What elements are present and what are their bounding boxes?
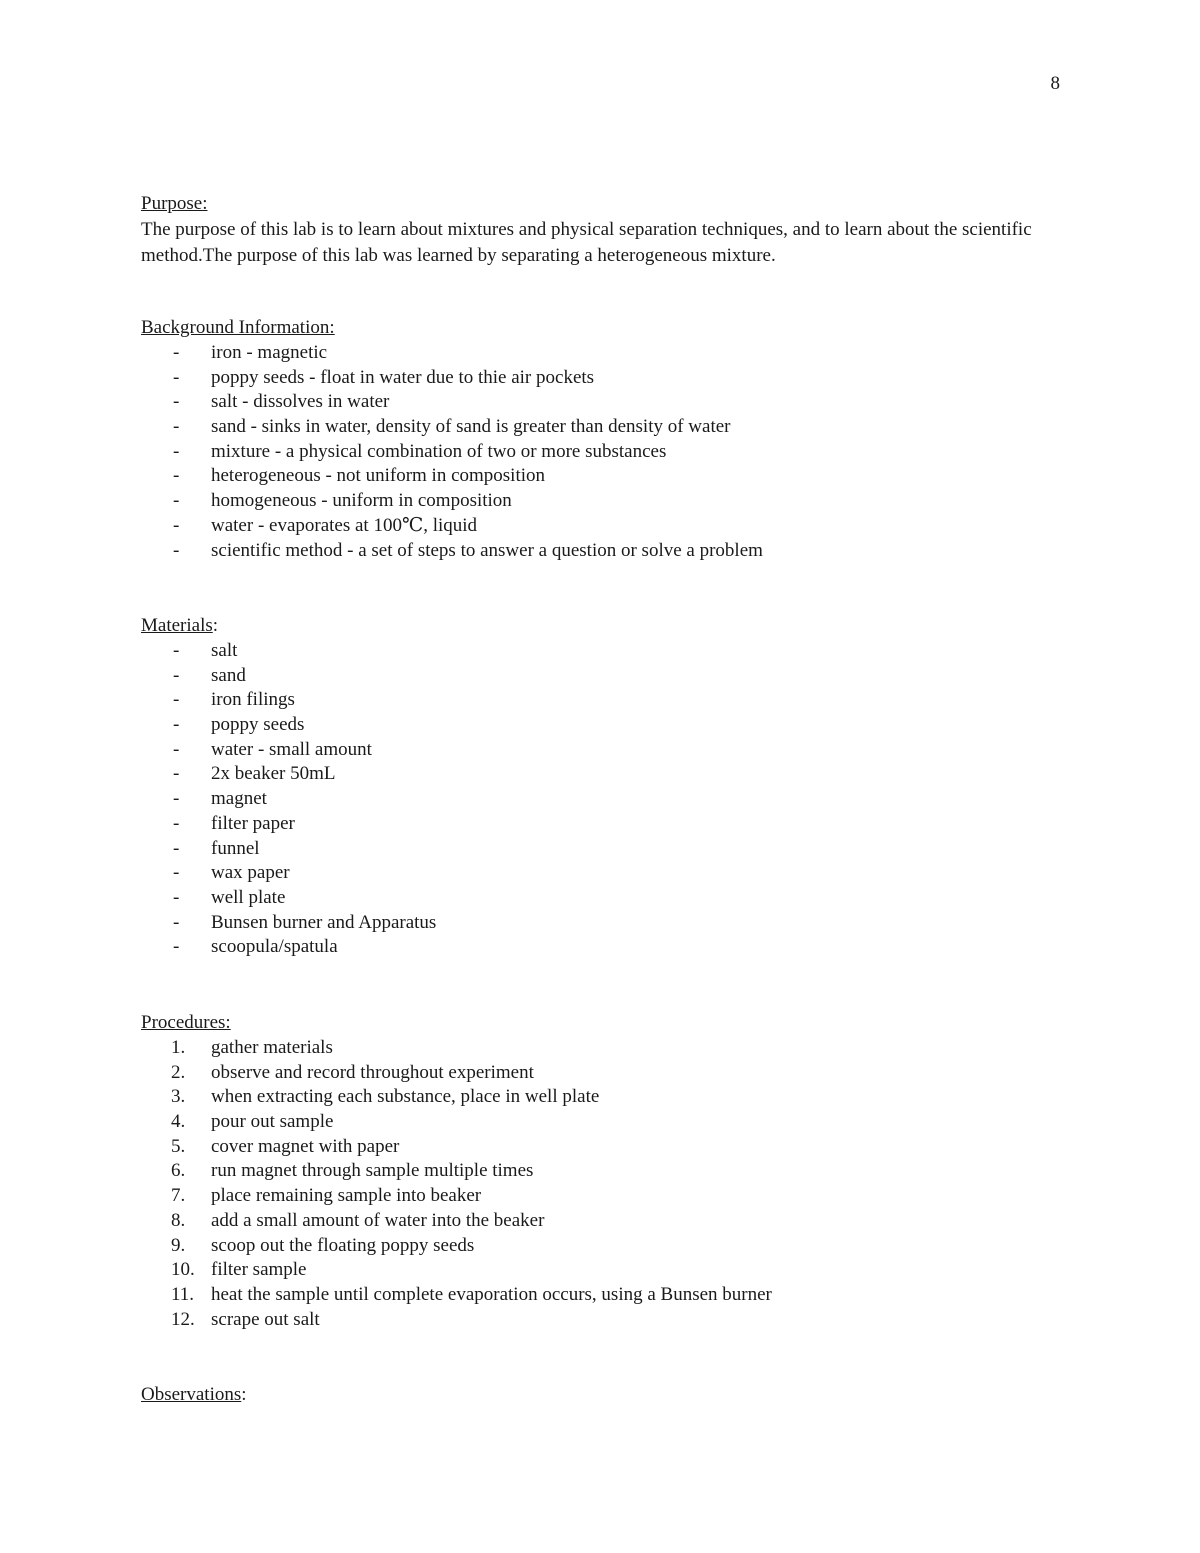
bullet-marker: - xyxy=(173,862,180,884)
bullet-marker: - xyxy=(173,837,180,859)
bullet-marker: - xyxy=(173,490,180,512)
step-number: 3. xyxy=(171,1086,186,1108)
materials-heading-colon: : xyxy=(212,615,219,636)
background-heading-text: Background Information: xyxy=(141,317,335,338)
list-item-text: funnel xyxy=(211,837,260,859)
list-item-text: iron - magnetic xyxy=(211,342,328,363)
bullet-marker: - xyxy=(173,440,180,462)
list-item-text: poppy seeds - float in water due to thie air pockets xyxy=(211,366,595,388)
bullet-marker: - xyxy=(173,342,180,363)
bullet-marker: - xyxy=(173,738,180,760)
bullet-marker: - xyxy=(173,714,180,736)
step-number: 5. xyxy=(171,1135,186,1157)
observations-heading-colon: : xyxy=(241,1384,247,1405)
list-item-text: run magnet through sample multiple times xyxy=(211,1160,534,1182)
list-item-text: iron filings xyxy=(211,689,295,711)
bullet-marker: - xyxy=(173,911,180,933)
list-item-text: gather materials xyxy=(211,1037,333,1058)
observations-heading-text: Observations xyxy=(141,1384,242,1405)
procedures-heading-text: Procedures: xyxy=(141,1012,231,1033)
bullet-marker: - xyxy=(173,514,180,536)
list-item-text: Bunsen burner and Apparatus xyxy=(211,911,437,933)
list-item-text: well plate xyxy=(211,886,286,908)
step-number: 10. xyxy=(171,1259,195,1281)
list-item-text: water - small amount xyxy=(211,738,372,760)
bullet-marker: - xyxy=(173,886,180,908)
bullet-marker: - xyxy=(173,788,180,810)
list-item-text: cover magnet with paper xyxy=(211,1135,400,1157)
bullet-marker: - xyxy=(173,689,180,711)
step-number: 1. xyxy=(171,1037,186,1058)
bullet-marker: - xyxy=(173,812,180,834)
list-item-text: add a small amount of water into the beaker xyxy=(211,1209,545,1231)
page-number: 8 xyxy=(1050,73,1060,94)
step-number: 11. xyxy=(171,1283,195,1305)
purpose-heading-text: Purpose: xyxy=(141,193,208,214)
bullet-marker: - xyxy=(173,763,180,785)
bullet-marker: - xyxy=(173,640,180,661)
bullet-marker: - xyxy=(173,416,180,438)
list-item-text: place remaining sample into beaker xyxy=(211,1185,482,1207)
bullet-marker: - xyxy=(173,539,180,561)
list-item-text: filter paper xyxy=(211,812,295,834)
list-item-text: magnet xyxy=(211,788,267,810)
list-item-text: heat the sample until complete evaporation occurs, using a Bunsen burner xyxy=(211,1283,772,1305)
list-item-text: homogeneous - uniform in composition xyxy=(211,490,512,512)
bullet-marker: - xyxy=(173,391,180,413)
step-number: 7. xyxy=(171,1185,186,1207)
list-item-text: mixture - a physical combination of two or more substances xyxy=(211,440,667,462)
list-item-text: heterogeneous - not uniform in composition xyxy=(211,465,546,487)
step-number: 4. xyxy=(171,1111,186,1133)
list-item-text: sand - sinks in water, density of sand is greater than density of water xyxy=(211,416,731,438)
list-item-text: water - evaporates at 100℃, liquid xyxy=(211,514,478,536)
step-number: 8. xyxy=(171,1209,186,1231)
list-item-text: wax paper xyxy=(211,862,290,884)
bullet-marker: - xyxy=(173,936,180,958)
list-item-text: salt xyxy=(211,640,238,661)
list-item-text: when extracting each substance, place in well plate xyxy=(211,1086,600,1108)
procedures-heading xyxy=(141,1011,231,1035)
list-item-text: pour out sample xyxy=(211,1111,334,1133)
list-item-text: 2x beaker 50mL xyxy=(211,763,336,785)
materials-heading-text: Materials xyxy=(141,615,213,636)
step-number: 2. xyxy=(171,1061,186,1083)
list-item-text: sand xyxy=(211,664,246,686)
observations-heading xyxy=(141,1383,247,1407)
list-item-text: scoopula/spatula xyxy=(211,936,338,958)
purpose-heading xyxy=(141,192,208,216)
list-item-text: scientific method - a set of steps to answer a question or solve a problem xyxy=(211,539,763,561)
bullet-marker: - xyxy=(173,366,180,388)
materials-heading xyxy=(141,614,218,638)
list-item-text: scoop out the floating poppy seeds xyxy=(211,1234,475,1256)
list-item-text: scrape out salt xyxy=(211,1308,320,1330)
step-number: 9. xyxy=(171,1234,186,1256)
purpose-text: The purpose of this lab is to learn about mixtures and physical separation techniques, and to learn about the scientific method.The purpose of this lab was learned by separating a heterogeneous mixture. xyxy=(141,219,1032,266)
list-item-text: salt - dissolves in water xyxy=(211,391,390,413)
bullet-marker: - xyxy=(173,465,180,487)
list-item-text: poppy seeds xyxy=(211,714,305,736)
list-item-text: filter sample xyxy=(211,1259,307,1281)
step-number: 6. xyxy=(171,1160,186,1182)
background-heading xyxy=(141,316,335,340)
bullet-marker: - xyxy=(173,664,180,686)
list-item-text: observe and record throughout experiment xyxy=(211,1061,534,1083)
step-number: 12. xyxy=(171,1308,195,1330)
